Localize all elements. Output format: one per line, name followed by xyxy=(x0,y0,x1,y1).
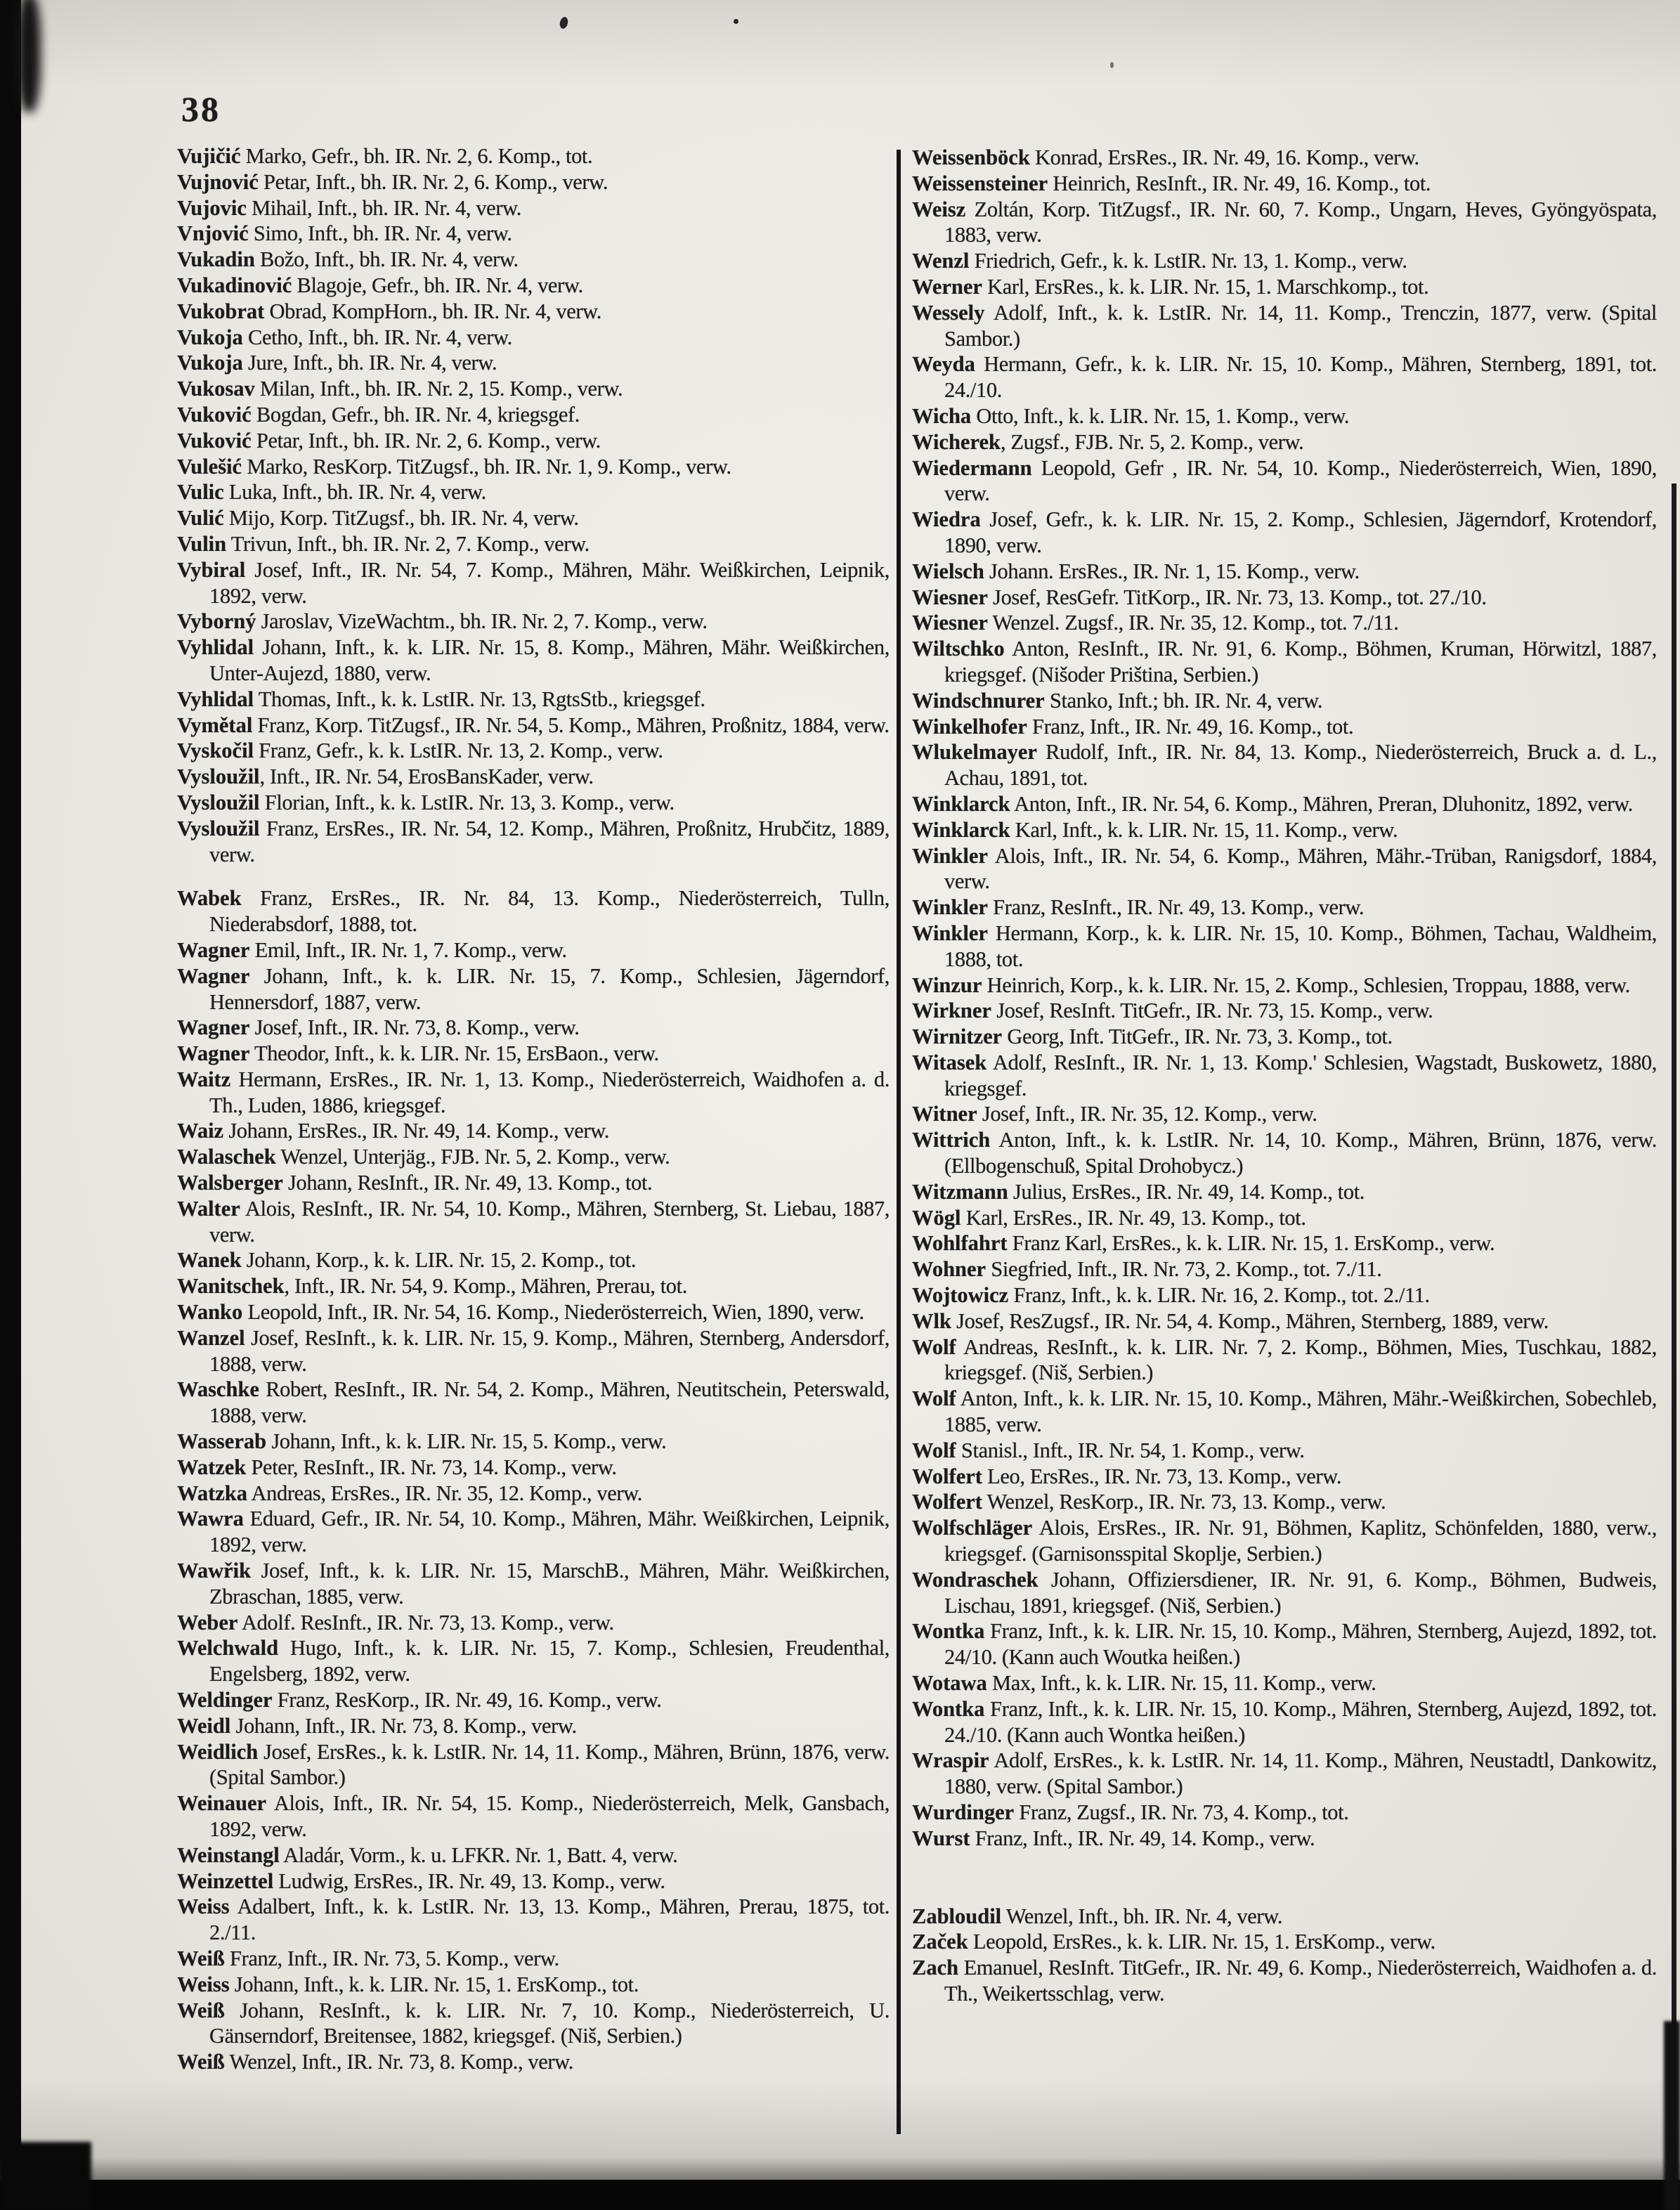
entry-surname: Wraspir xyxy=(912,1748,989,1773)
entry-surname: Wiedra xyxy=(912,507,981,532)
casualty-entry: Wittrich Anton, Inft., k. k. LstIR. Nr. 14, 10. Komp., Mähren, Brünn, 1876, verw. (Ellbogenschuß, Spital Drohobycz.) xyxy=(912,1128,1657,1178)
casualty-entry: Vysloužil Florian, Inft., k. k. LstIR. Nr. 13, 3. Komp., verw. xyxy=(177,790,675,814)
entry-surname: Weidl xyxy=(177,1713,231,1738)
casualty-entry: Weinauer Alois, Inft., IR. Nr. 54, 15. Komp., Niederösterreich, Melk, Gansbach, 1892, verw. xyxy=(177,1791,890,1841)
scan-left-edge-bar xyxy=(0,0,21,2210)
entry-surname: Wawra xyxy=(177,1507,244,1531)
casualty-entry: Vujovic Mihail, Inft., bh. IR. Nr. 4, verw. xyxy=(177,195,521,220)
entry-surname: Weinstangl xyxy=(177,1842,280,1867)
casualty-entry: Walaschek Wenzel, Unterjäg., FJB. Nr. 5, 2. Komp., verw. xyxy=(177,1145,670,1169)
casualty-entry: Wagner Johann, Inft., k. k. LIR. Nr. 15, 7. Komp., Schlesien, Jägerndorf, Hennersdorf, 1887, verw. xyxy=(177,963,890,1014)
casualty-entry: Weinstangl Aladár, Vorm., k. u. LFKR. Nr. 1, Batt. 4, verw. xyxy=(177,1842,678,1867)
casualty-entry: Začek Leopold, ErsRes., k. k. LIR. Nr. 15, 1. ErsKomp., verw. xyxy=(912,1930,1435,1954)
entry-surname: Wagner xyxy=(177,1041,250,1066)
entry-surname: Winklarck xyxy=(912,791,1010,816)
entry-surname: Vukoja xyxy=(177,325,243,349)
scan-top-left-smudge xyxy=(17,0,41,112)
casualty-entry: Weldinger Franz, ResKorp., IR. Nr. 49, 16. Komp., verw. xyxy=(177,1688,662,1712)
casualty-entry: Wagner Theodor, Inft., k. k. LIR. Nr. 15, ErsBaon., verw. xyxy=(177,1041,659,1066)
casualty-entry: Witasek Adolf, ResInft., IR. Nr. 1, 13. Komp.' Schlesien, Wagstadt, Buskowetz, 1880, kriegsgef. xyxy=(912,1050,1657,1100)
entry-surname: Wittrich xyxy=(912,1128,991,1152)
entry-surname: Vulešić xyxy=(177,454,242,479)
casualty-entry: Winklarck Karl, Inft., k. k. LIR. Nr. 15, 11. Komp., verw. xyxy=(912,817,1398,842)
casualty-entry: Vulin Trivun, Inft., bh. IR. Nr. 2, 7. Komp., verw. xyxy=(177,531,590,556)
casualty-entry: Zach Emanuel, ResInft. TitGefr., IR. Nr. 49, 6. Komp., Niederösterreich, Waidhofen a. d. Th., Weikertsschlag, verw. xyxy=(912,1956,1657,2006)
entry-surname: Vujičić xyxy=(177,144,241,168)
casualty-entry: Wolfschläger Alois, ErsRes., IR. Nr. 91, Böhmen, Kaplitz, Schönfelden, 1880, verw., kriegsgef. (Garnisonsspital Skoplje, Serbien.) xyxy=(912,1516,1657,1566)
entry-surname: Wanzel xyxy=(177,1325,245,1350)
entry-surname: Wontka xyxy=(912,1619,985,1644)
casualty-list-column-right xyxy=(912,145,1657,2007)
entry-surname: Winkler xyxy=(912,843,988,868)
entry-surname: Wontka xyxy=(912,1696,985,1721)
scan-speck xyxy=(734,19,738,24)
casualty-entry: Windschnurer Stanko, Inft.; bh. IR. Nr. 4, verw. xyxy=(912,688,1323,713)
entry-surname: Winzur xyxy=(912,973,982,997)
casualty-entry: Vulic Luka, Inft., bh. IR. Nr. 4, verw. xyxy=(177,480,486,505)
casualty-entry: Wolfert Wenzel, ResKorp., IR. Nr. 73, 13. Komp., verw. xyxy=(912,1490,1386,1514)
casualty-entry: Weidlich Josef, ErsRes., k. k. LstIR. Nr. 14, 11. Komp., Mähren, Brünn, 1876, verw. (Spital Sambor.) xyxy=(177,1739,890,1790)
casualty-entry: Vujičić Marko, Gefr., bh. IR. Nr. 2, 6. Komp., tot. xyxy=(177,144,593,168)
casualty-entry: Walter Alois, ResInft., IR. Nr. 54, 10. Komp., Mähren, Sternberg, St. Liebau, 1887, verw. xyxy=(177,1196,890,1247)
casualty-entry: Wontka Franz, Inft., k. k. LIR. Nr. 15, 10. Komp., Mähren, Sternberg, Aujezd, 1892, tot. 24./10. (Kann auch Wontka heißen.) xyxy=(912,1696,1657,1747)
casualty-entry: Winkler Alois, Inft., IR. Nr. 54, 6. Komp., Mähren, Mähr.-Trüban, Ranigsdorf, 1884, verw. xyxy=(912,843,1657,894)
entry-surname: Vuković xyxy=(177,428,252,453)
entry-surname: Wagner xyxy=(177,963,250,988)
casualty-entry: Weisz Zoltán, Korp. TitZugsf., IR. Nr. 60, 7. Komp., Ungarn, Heves, Gyöngyöspata, 1883, verw. xyxy=(912,197,1657,247)
casualty-entry: Vukobrat Obrad, KompHorn., bh. IR. Nr. 4, verw. xyxy=(177,299,601,323)
casualty-entry: Weiss Adalbert, Inft., k. k. LstIR. Nr. 13, 13. Komp., Mähren, Prerau, 1875, tot. 2./11. xyxy=(177,1894,890,1945)
entry-surname: Windschnurer xyxy=(912,688,1045,713)
entry-surname: Weisz xyxy=(912,197,966,221)
entry-surname: Watzka xyxy=(177,1481,247,1505)
casualty-entry: Vukadin Božo, Inft., bh. IR. Nr. 4, verw. xyxy=(177,247,519,272)
casualty-entry: Vyborný Jaroslav, VizeWachtm., bh. IR. Nr. 2, 7. Komp., verw. xyxy=(177,609,708,634)
page-number: 38 xyxy=(181,89,221,129)
entry-surname: Wlukelmayer xyxy=(912,740,1037,765)
entry-surname: Wicha xyxy=(912,403,972,428)
entry-surname: Witasek xyxy=(912,1050,987,1074)
entry-surname: Weidlich xyxy=(177,1739,259,1764)
entry-surname: Vysloužil xyxy=(177,790,260,814)
entry-surname: Weiß xyxy=(177,1998,225,2022)
casualty-entry: Wögl Karl, ErsRes., IR. Nr. 49, 13. Komp., tot. xyxy=(912,1205,1306,1230)
casualty-entry: Werner Karl, ErsRes., k. k. LIR. Nr. 15, 1. Marschkomp., tot. xyxy=(912,274,1429,299)
scan-bottom-fade xyxy=(0,2157,1680,2181)
casualty-entry: Winkelhofer Franz, Inft., IR. Nr. 49, 16. Komp., tot. xyxy=(912,714,1354,739)
entry-surname: Weinauer xyxy=(177,1791,267,1816)
casualty-entry: Wolf Stanisl., Inft., IR. Nr. 54, 1. Komp., verw. xyxy=(912,1438,1305,1462)
scan-speck xyxy=(1110,62,1114,68)
entry-surname: Wojtowicz xyxy=(912,1283,1009,1308)
entry-surname: Waschke xyxy=(177,1377,259,1402)
casualty-entry: Wielsch Johann. ErsRes., IR. Nr. 1, 15. Komp., verw. xyxy=(912,559,1360,583)
casualty-entry: Vyhlidal Johann, Inft., k. k. LIR. Nr. 15, 8. Komp., Mähren, Mähr. Weißkirchen, Unter-Aujezd, 1880, verw. xyxy=(177,635,890,685)
entry-surname: Wolfert xyxy=(912,1464,982,1488)
entry-surname: Welchwald xyxy=(177,1636,279,1660)
casualty-entry: Wiesner Wenzel. Zugsf., IR. Nr. 35, 12. Komp., tot. 7./11. xyxy=(912,611,1399,635)
casualty-entry: Welchwald Hugo, Inft., k. k. LIR. Nr. 15, 7. Komp., Schlesien, Freudenthal, Engelsberg, 1892, verw. xyxy=(177,1636,890,1686)
entry-surname: Waitz xyxy=(177,1067,231,1091)
casualty-entry: Vukoja Cetho, Inft., bh. IR. Nr. 4, verw. xyxy=(177,325,512,349)
casualty-entry: Weissensteiner Heinrich, ResInft., IR. Nr. 49, 16. Komp., tot. xyxy=(912,171,1431,195)
casualty-entry: Vukosav Milan, Inft., bh. IR. Nr. 2, 15. Komp., verw. xyxy=(177,377,623,401)
entry-surname: Vymětal xyxy=(177,713,253,737)
entry-surname: Wotawa xyxy=(912,1671,987,1696)
entry-surname: Vyhlidal xyxy=(177,635,254,660)
casualty-entry: Vulić Mijo, Korp. TitZugsf., bh. IR. Nr. 4, verw. xyxy=(177,506,579,531)
entry-surname: Wawřik xyxy=(177,1559,252,1583)
entry-surname: Vulin xyxy=(177,531,227,556)
entry-surname: Vybiral xyxy=(177,557,246,582)
entry-surname: Watzek xyxy=(177,1455,247,1479)
entry-surname: Weldinger xyxy=(177,1688,273,1712)
entry-surname: Wolfschläger xyxy=(912,1516,1033,1540)
casualty-entry: Witzmann Julius, ErsRes., IR. Nr. 49, 14. Komp., tot. xyxy=(912,1179,1365,1204)
casualty-entry: Wirnitzer Georg, Inft. TitGefr., IR. Nr. 73, 3. Komp., tot. xyxy=(912,1025,1393,1049)
entry-surname: Vujnović xyxy=(177,169,259,194)
entry-surname: Waiz xyxy=(177,1119,224,1143)
entry-surname: Wögl xyxy=(912,1205,961,1230)
casualty-entry: Weiß Johann, ResInft., k. k. LIR. Nr. 7, 10. Komp., Niederösterreich, U. Gänserndorf, Breitensee, 1882, kriegsgef. (Niš, Serbien.) xyxy=(177,1998,890,2048)
casualty-entry: Vyhlidal Thomas, Inft., k. k. LstIR. Nr. 13, RgtsStb., kriegsgef. xyxy=(177,687,705,711)
casualty-entry: Wenzl Friedrich, Gefr., k. k. LstIR. Nr. 13, 1. Komp., verw. xyxy=(912,249,1407,273)
casualty-entry: Wagner Josef, Inft., IR. Nr. 73, 8. Komp., verw. xyxy=(177,1015,580,1040)
casualty-entry: Vysloužil, Inft., IR. Nr. 54, ErosBansKader, verw. xyxy=(177,765,594,789)
entry-surname: Walter xyxy=(177,1196,240,1221)
entry-surname: Wohlfahrt xyxy=(912,1231,1008,1256)
casualty-entry: Wicherek, Zugsf., FJB. Nr. 5, 2. Komp., verw. xyxy=(912,429,1304,454)
entry-surname: Weissenböck xyxy=(912,145,1030,169)
casualty-entry: Watzka Andreas, ErsRes., IR. Nr. 35, 12. Komp., verw. xyxy=(177,1481,643,1505)
casualty-entry: Wohlfahrt Franz Karl, ErsRes., k. k. LIR. Nr. 15, 1. ErsKomp., verw. xyxy=(912,1231,1495,1256)
entry-surname: Wohner xyxy=(912,1257,986,1282)
casualty-entry: Weiß Franz, Inft., IR. Nr. 73, 5. Komp., verw. xyxy=(177,1946,559,1970)
casualty-entry: Weiß Wenzel, Inft., IR. Nr. 73, 8. Komp., verw. xyxy=(177,2050,574,2074)
entry-surname: Vukoja xyxy=(177,351,243,375)
casualty-entry: Winklarck Anton, Inft., IR. Nr. 54, 6. Komp., Mähren, Preran, Dluhonitz, 1892, verw. xyxy=(912,791,1633,816)
entry-surname: Weiß xyxy=(177,2050,225,2074)
casualty-entry: Vuković Petar, Inft., bh. IR. Nr. 2, 6. Komp., verw. xyxy=(177,428,601,453)
casualty-entry: Waiz Johann, ErsRes., IR. Nr. 49, 14. Komp., verw. xyxy=(177,1119,609,1143)
entry-surname: Wabek xyxy=(177,886,242,911)
entry-surname: Vulić xyxy=(177,506,224,531)
entry-surname: Weber xyxy=(177,1610,238,1634)
scan-bottom-edge-bar xyxy=(0,2180,1680,2210)
entry-surname: Winklarck xyxy=(912,817,1010,842)
entry-surname: Weinzettel xyxy=(177,1868,274,1893)
casualty-entry: Wanzel Josef, ResInft., k. k. LIR. Nr. 15, 9. Komp., Mähren, Sternberg, Andersdorf, 1888, verw. xyxy=(177,1325,890,1376)
entry-surname: Vukobrat xyxy=(177,299,265,323)
entry-surname: Wiesner xyxy=(912,611,988,635)
entry-surname: Wiesner xyxy=(912,585,988,609)
entry-surname: Vysloužil xyxy=(177,765,260,789)
entry-surname: Wirnitzer xyxy=(912,1025,1003,1049)
casualty-entry: Vymětal Franz, Korp. TitZugsf., IR. Nr. 54, 5. Komp., Mähren, Proßnitz, 1884, verw. xyxy=(177,713,890,737)
casualty-entry: Wiedermann Leopold, Gefr , IR. Nr. 54, 10. Komp., Niederösterreich, Wien, 1890, verw. xyxy=(912,455,1657,506)
casualty-entry: Wanitschek, Inft., IR. Nr. 54, 9. Komp., Mähren, Prerau, tot. xyxy=(177,1274,687,1299)
casualty-entry: Wlukelmayer Rudolf, Inft., IR. Nr. 84, 13. Komp., Niederösterreich, Bruck a. d. L., Achau, 1891, tot. xyxy=(912,740,1657,791)
entry-surname: Zach xyxy=(912,1956,959,1980)
entry-surname: Wanitschek xyxy=(177,1274,285,1299)
entry-surname: Vyskočil xyxy=(177,739,254,763)
scan-bottom-left-corner xyxy=(0,2142,91,2210)
entry-surname: Wiedermann xyxy=(912,455,1032,480)
casualty-entry: Wagner Emil, Inft., IR. Nr. 1, 7. Komp., verw. xyxy=(177,937,567,962)
entry-surname: Wanko xyxy=(177,1300,243,1325)
entry-surname: Vulic xyxy=(177,480,224,505)
casualty-entry: Weidl Johann, Inft., IR. Nr. 73, 8. Komp., verw. xyxy=(177,1713,577,1738)
casualty-entry: Vukoja Jure, Inft., bh. IR. Nr. 4, verw. xyxy=(177,351,497,375)
casualty-entry: Vybiral Josef, Inft., IR. Nr. 54, 7. Komp., Mähren, Mähr. Weißkirchen, Leipnik, 1892, verw. xyxy=(177,557,890,608)
casualty-entry: Vukadinović Blagoje, Gefr., bh. IR. Nr. 4, verw. xyxy=(177,273,583,297)
casualty-entry: Wolf Anton, Inft., k. k. LIR. Nr. 15, 10. Komp., Mähren, Mähr.-Weißkirchen, Sobechleb, 1885, verw. xyxy=(912,1386,1657,1437)
entry-surname: Wielsch xyxy=(912,559,984,583)
casualty-entry: Weissenböck Konrad, ErsRes., IR. Nr. 49, 16. Komp., verw. xyxy=(912,145,1419,169)
casualty-entry: Wanko Leopold, Inft., IR. Nr. 54, 16. Komp., Niederösterreich, Wien, 1890, verw. xyxy=(177,1300,864,1325)
entry-surname: Wenzl xyxy=(912,249,970,273)
casualty-entry: Vujnović Petar, Inft., bh. IR. Nr. 2, 6. Komp., verw. xyxy=(177,169,608,194)
casualty-entry: Wawřik Josef, Inft., k. k. LIR. Nr. 15, MarschB., Mähren, Mähr. Weißkirchen, Zbraschan, 1885, verw. xyxy=(177,1559,890,1608)
casualty-entry: Vnjović Simo, Inft., bh. IR. Nr. 4, verw. xyxy=(177,221,512,246)
casualty-entry: Wirkner Josef, ResInft. TitGefr., IR. Nr. 73, 15. Komp., verw. xyxy=(912,999,1433,1023)
casualty-entry: Walsberger Johann, ResInft., IR. Nr. 49, 13. Komp., tot. xyxy=(177,1171,653,1195)
entry-surname: Walaschek xyxy=(177,1145,276,1169)
entry-surname: Wicherek xyxy=(912,429,1001,454)
casualty-entry: Wiedra Josef, Gefr., k. k. LIR. Nr. 15, 2. Komp., Schlesien, Jägerndorf, Krotendorf, 1890, verw. xyxy=(912,507,1657,557)
entry-surname: Wiltschko xyxy=(912,637,1005,661)
entry-surname: Witzmann xyxy=(912,1179,1008,1204)
casualty-entry: Wojtowicz Franz, Inft., k. k. LIR. Nr. 16, 2. Komp., tot. 2./11. xyxy=(912,1283,1430,1308)
casualty-entry: Wabek Franz, ErsRes., IR. Nr. 84, 13. Komp., Niederösterreich, Tulln, Niederabsdorf, 1888, tot. xyxy=(177,886,890,937)
casualty-entry: Wraspir Adolf, ErsRes., k. k. LstIR. Nr. 14, 11. Komp., Mähren, Neustadtl, Dankowitz, 1880, verw. (Spital Sambor.) xyxy=(912,1748,1657,1799)
entry-surname: Wolfert xyxy=(912,1490,982,1514)
entry-surname: Vukadinović xyxy=(177,273,292,297)
casualty-entry: Wanek Johann, Korp., k. k. LIR. Nr. 15, 2. Komp., tot. xyxy=(177,1248,637,1273)
entry-surname: Vukosav xyxy=(177,377,255,401)
entry-surname: Winkler xyxy=(912,921,988,945)
casualty-entry: Weyda Hermann, Gefr., k. k. LIR. Nr. 15, 10. Komp., Mähren, Sternberg, 1891, tot. 24./10. xyxy=(912,352,1657,403)
casualty-entry: Wurdinger Franz, Zugsf., IR. Nr. 73, 4. Komp., tot. xyxy=(912,1800,1349,1824)
casualty-entry: Wiesner Josef, ResGefr. TitKorp., IR. Nr. 73, 13. Komp., tot. 27./10. xyxy=(912,585,1487,609)
entry-surname: Werner xyxy=(912,274,982,299)
casualty-entry: Waschke Robert, ResInft., IR. Nr. 54, 2. Komp., Mähren, Neutitschein, Peterswald, 1888, verw. xyxy=(177,1377,890,1428)
entry-surname: Vujovic xyxy=(177,195,247,220)
casualty-entry: Wolfert Leo, ErsRes., IR. Nr. 73, 13. Komp., verw. xyxy=(912,1464,1342,1488)
casualty-entry: Witner Josef, Inft., IR. Nr. 35, 12. Komp., verw. xyxy=(912,1102,1317,1126)
casualty-entry: Winkler Hermann, Korp., k. k. LIR. Nr. 15, 10. Komp., Böhmen, Tachau, Waldheim, 1888, tot. xyxy=(912,921,1657,971)
entry-surname: Wolf xyxy=(912,1386,956,1411)
casualty-entry: Wolf Andreas, ResInft., k. k. LIR. Nr. 7, 2. Komp., Böhmen, Mies, Tuschkau, 1882, kriegsgef. (Niš, Serbien.) xyxy=(912,1334,1657,1385)
casualty-entry: Wondraschek Johann, Offiziersdiener, IR. Nr. 91, 6. Komp., Böhmen, Budweis, Lischau, 1891, kriegsgef. (Niš, Serbien.) xyxy=(912,1567,1657,1618)
entry-surname: Wolf xyxy=(912,1334,956,1359)
entry-surname: Wessely xyxy=(912,300,985,325)
casualty-entry: Vysloužil Franz, ErsRes., IR. Nr. 54, 12. Komp., Mähren, Proßnitz, Hrubčitz, 1889, verw. xyxy=(177,816,890,866)
entry-surname: Weissensteiner xyxy=(912,171,1048,195)
entry-surname: Walsberger xyxy=(177,1171,283,1195)
casualty-entry: Wiltschko Anton, ResInft., IR. Nr. 91, 6. Komp., Böhmen, Kruman, Hörwitzl, 1887, kriegsgef. (Nišoder Priština, Serbien.) xyxy=(912,637,1657,687)
casualty-entry: Wessely Adolf, Inft., k. k. LstIR. Nr. 14, 11. Komp., Trenczin, 1877, verw. (Spital Sambor.) xyxy=(912,300,1657,351)
entry-surname: Vukadin xyxy=(177,247,255,272)
casualty-entry: Waitz Hermann, ErsRes., IR. Nr. 1, 13. Komp., Niederösterreich, Waidhofen a. d. Th., Luden, 1886, kriegsgef. xyxy=(177,1067,890,1117)
entry-surname: Weyda xyxy=(912,352,975,377)
entry-surname: Vyborný xyxy=(177,609,256,634)
casualty-entry: Wurst Franz, Inft., IR. Nr. 49, 14. Komp., verw. xyxy=(912,1826,1315,1850)
casualty-entry: Weiss Johann, Inft., k. k. LIR. Nr. 15, 1. ErsKomp., tot. xyxy=(177,1972,639,1996)
entry-surname: Winkelhofer xyxy=(912,714,1027,739)
entry-surname: Weiss xyxy=(177,1894,230,1919)
entry-surname: Wolf xyxy=(912,1438,956,1462)
casualty-entry: Weber Adolf. ResInft., IR. Nr. 73, 13. Komp., verw. xyxy=(177,1610,614,1634)
casualty-entry: Wontka Franz, Inft., k. k. LIR. Nr. 15, 10. Komp., Mähren, Sternberg, Aujezd, 1892, tot. 24/10. (Kann auch Woutka heißen.) xyxy=(912,1619,1657,1670)
casualty-entry: Vulešić Marko, ResKorp. TitZugsf., bh. IR. Nr. 1, 9. Komp., verw. xyxy=(177,454,731,479)
scan-speck xyxy=(559,16,569,30)
entry-surname: Wondraschek xyxy=(912,1567,1038,1592)
casualty-list-column-left xyxy=(177,143,890,2075)
casualty-entry: Wasserab Johann, Inft., k. k. LIR. Nr. 15, 5. Komp., verw. xyxy=(177,1429,667,1454)
entry-surname: Wagner xyxy=(177,937,250,962)
casualty-entry: Vyskočil Franz, Gefr., k. k. LstIR. Nr. 13, 2. Komp., verw. xyxy=(177,739,663,763)
casualty-entry: Zabloudil Wenzel, Inft., bh. IR. Nr. 4, verw. xyxy=(912,1904,1283,1928)
entry-surname: Wurdinger xyxy=(912,1800,1015,1824)
entry-surname: Winkler xyxy=(912,895,988,920)
casualty-entry: Wotawa Max, Inft., k. k. LIR. Nr. 15, 11. Komp., verw. xyxy=(912,1671,1376,1696)
entry-surname: Vnjović xyxy=(177,221,249,246)
casualty-entry: Wlk Josef, ResZugsf., IR. Nr. 54, 4. Komp., Mähren, Sternberg, 1889, verw. xyxy=(912,1308,1549,1333)
column-divider-rule xyxy=(897,150,901,2134)
entry-surname: Wasserab xyxy=(177,1429,267,1454)
entry-surname: Wlk xyxy=(912,1308,951,1333)
entry-surname: Weiss xyxy=(177,1972,230,1996)
entry-surname: Vyhlidal xyxy=(177,687,254,711)
casualty-entry: Wawra Eduard, Gefr., IR. Nr. 54, 10. Komp., Mähren, Mähr. Weißkirchen, Leipnik, 1892, verw. xyxy=(177,1507,890,1557)
entry-surname: Wagner xyxy=(177,1015,250,1040)
casualty-entry: Vuković Bogdan, Gefr., bh. IR. Nr. 4, kriegsgef. xyxy=(177,402,580,427)
scan-right-edge-line xyxy=(1672,483,1676,2180)
casualty-entry: Watzek Peter, ResInft., IR. Nr. 73, 14. Komp., verw. xyxy=(177,1455,617,1479)
casualty-entry: Weinzettel Ludwig, ErsRes., IR. Nr. 49, 13. Komp., verw. xyxy=(177,1868,665,1893)
entry-surname: Wurst xyxy=(912,1826,970,1850)
casualty-entry: Wohner Siegfried, Inft., IR. Nr. 73, 2. Komp., tot. 7./11. xyxy=(912,1257,1382,1282)
entry-surname: Wirkner xyxy=(912,999,991,1023)
entry-surname: Vuković xyxy=(177,402,252,427)
entry-surname: Wanek xyxy=(177,1248,242,1273)
casualty-entry: Winkler Franz, ResInft., IR. Nr. 49, 13. Komp., verw. xyxy=(912,895,1365,920)
casualty-entry: Wicha Otto, Inft., k. k. LIR. Nr. 15, 1. Komp., verw. xyxy=(912,403,1350,428)
entry-surname: Vysloužil xyxy=(177,816,260,840)
entry-surname: Zabloudil xyxy=(912,1904,1002,1928)
scan-right-edge-smear xyxy=(1664,2021,1680,2210)
entry-surname: Weiß xyxy=(177,1946,225,1970)
entry-surname: Witner xyxy=(912,1102,977,1126)
casualty-entry: Winzur Heinrich, Korp., k. k. LIR. Nr. 15, 2. Komp., Schlesien, Troppau, 1888, verw. xyxy=(912,973,1630,997)
entry-surname: Začek xyxy=(912,1930,968,1954)
